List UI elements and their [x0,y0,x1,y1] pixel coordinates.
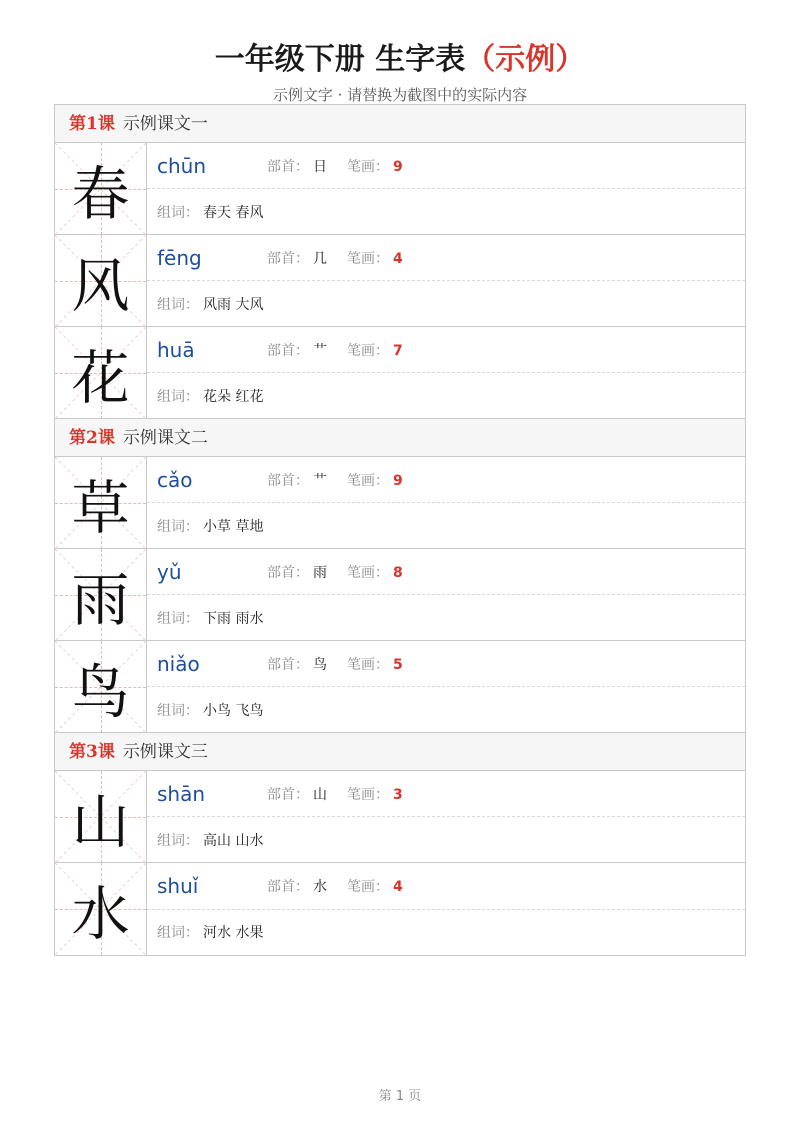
words-field [157,830,263,850]
words-label: 组词： [157,518,199,535]
section-title: 示例课文三 [122,742,208,762]
words-field [157,294,263,314]
character-info [147,235,745,326]
info-line-top [147,863,745,910]
radical-field [267,470,327,490]
character-info [147,863,745,955]
character-info [147,143,745,234]
info-line-bottom [147,281,745,326]
radical-label: 部首： [267,250,309,267]
strokes-field [347,654,403,674]
character-info [147,549,745,640]
title-accent: （示例） [465,42,586,77]
info-line-bottom [147,687,745,732]
strokes-value: 9 [393,472,403,489]
pinyin: chūn [157,153,207,178]
strokes-field [347,784,403,804]
page-subtitle: 示例文字 · 请替换为截图中的实际内容 [272,86,528,104]
radical-value: 艹 [313,472,327,489]
page-title [54,0,746,104]
section-header [55,733,745,771]
info-line-top [147,457,745,503]
character-row [55,549,745,641]
strokes-label: 笔画： [347,656,389,673]
strokes-value: 4 [393,250,403,267]
radical-value: 山 [313,786,327,803]
info-line-bottom [147,595,745,640]
tianzige-grid [55,771,147,863]
radical-label: 部首： [267,656,309,673]
character-info [147,771,745,862]
info-line-top [147,235,745,281]
hanzi-character: 雨 [71,566,130,634]
info-line-top [147,549,745,595]
character-row [55,143,745,235]
words-value: 小草 草地 [203,518,264,535]
tianzige-grid [55,327,147,419]
hanzi-character: 水 [71,880,130,948]
tianzige-grid [55,143,147,235]
radical-value: 雨 [313,564,327,581]
pinyin: huā [157,337,195,362]
section-number: 第2课 [69,428,115,448]
radical-label: 部首： [267,564,309,581]
pinyin: fēng [157,245,202,270]
pinyin: shuǐ [157,873,199,898]
radical-field [267,340,327,360]
info-line-top [147,327,745,373]
strokes-field [347,470,403,490]
info-line-bottom [147,503,745,548]
words-label: 组词： [157,925,199,942]
strokes-value: 5 [393,656,403,673]
pinyin: niǎo [157,651,200,676]
strokes-value: 3 [393,786,403,803]
tianzige-grid [55,549,147,641]
strokes-field [347,562,403,582]
radical-field [267,876,327,896]
words-value: 河水 水果 [203,925,264,942]
strokes-value: 8 [393,564,403,581]
tianzige-grid [55,641,147,733]
hanzi-character: 山 [71,788,130,856]
character-row [55,457,745,549]
section-title: 示例课文一 [122,114,208,134]
radical-value: 日 [313,158,327,175]
radical-field [267,248,327,268]
info-line-top [147,771,745,817]
words-value: 小鸟 飞鸟 [203,702,264,719]
radical-value: 水 [313,878,327,895]
pinyin: shān [157,781,206,806]
strokes-label: 笔画： [347,786,389,803]
tianzige-grid [55,457,147,549]
words-label: 组词： [157,204,199,221]
info-line-bottom [147,910,745,956]
words-value: 春天 春风 [203,204,264,221]
character-info [147,641,745,732]
pinyin: yǔ [157,559,182,584]
words-field [157,608,263,628]
section-number: 第3课 [69,742,115,762]
info-line-bottom [147,817,745,862]
words-field [157,516,263,536]
strokes-field [347,156,403,176]
radical-label: 部首： [267,878,309,895]
words-label: 组词： [157,832,199,849]
character-info [147,457,745,548]
words-value: 花朵 红花 [203,388,264,405]
strokes-label: 笔画： [347,158,389,175]
radical-value: 几 [313,250,327,267]
words-label: 组词： [157,702,199,719]
radical-value: 艹 [313,342,327,359]
info-line-bottom [147,189,745,234]
section-header [55,419,745,457]
words-field [157,922,263,942]
character-row [55,235,745,327]
words-value: 高山 山水 [203,832,264,849]
strokes-label: 笔画： [347,878,389,895]
title-main: 一年级下册 生字表 [214,42,466,77]
character-sheet [54,104,746,956]
tianzige-grid [55,863,147,955]
info-line-top [147,143,745,189]
words-label: 组词： [157,610,199,627]
tianzige-grid [55,235,147,327]
info-line-top [147,641,745,687]
radical-field [267,784,327,804]
info-line-bottom [147,373,745,418]
character-row [55,863,745,955]
radical-field [267,562,327,582]
words-label: 组词： [157,296,199,313]
hanzi-character: 草 [71,474,130,542]
strokes-value: 7 [393,342,403,359]
section-number: 第1课 [69,114,115,134]
radical-field [267,654,327,674]
words-value: 风雨 大风 [203,296,264,313]
strokes-field [347,876,403,896]
radical-label: 部首： [267,472,309,489]
section-header [55,105,745,143]
page-footer: 第 1 页 [378,1089,422,1104]
strokes-field [347,340,403,360]
character-row [55,641,745,733]
strokes-label: 笔画： [347,564,389,581]
hanzi-character: 风 [71,252,130,320]
radical-label: 部首： [267,158,309,175]
hanzi-character: 春 [71,160,130,228]
strokes-value: 4 [393,878,403,895]
radical-label: 部首： [267,342,309,359]
character-row [55,771,745,863]
words-field [157,386,263,406]
words-label: 组词： [157,388,199,405]
strokes-value: 9 [393,158,403,175]
radical-label: 部首： [267,786,309,803]
strokes-field [347,248,403,268]
radical-field [267,156,327,176]
words-value: 下雨 雨水 [203,610,264,627]
strokes-label: 笔画： [347,342,389,359]
section-title: 示例课文二 [122,428,208,448]
radical-value: 鸟 [313,656,327,673]
hanzi-character: 鸟 [71,658,130,726]
words-field [157,202,263,222]
character-row [55,327,745,419]
pinyin: cǎo [157,467,193,492]
hanzi-character: 花 [71,344,130,412]
strokes-label: 笔画： [347,250,389,267]
strokes-label: 笔画： [347,472,389,489]
words-field [157,700,263,720]
character-info [147,327,745,418]
